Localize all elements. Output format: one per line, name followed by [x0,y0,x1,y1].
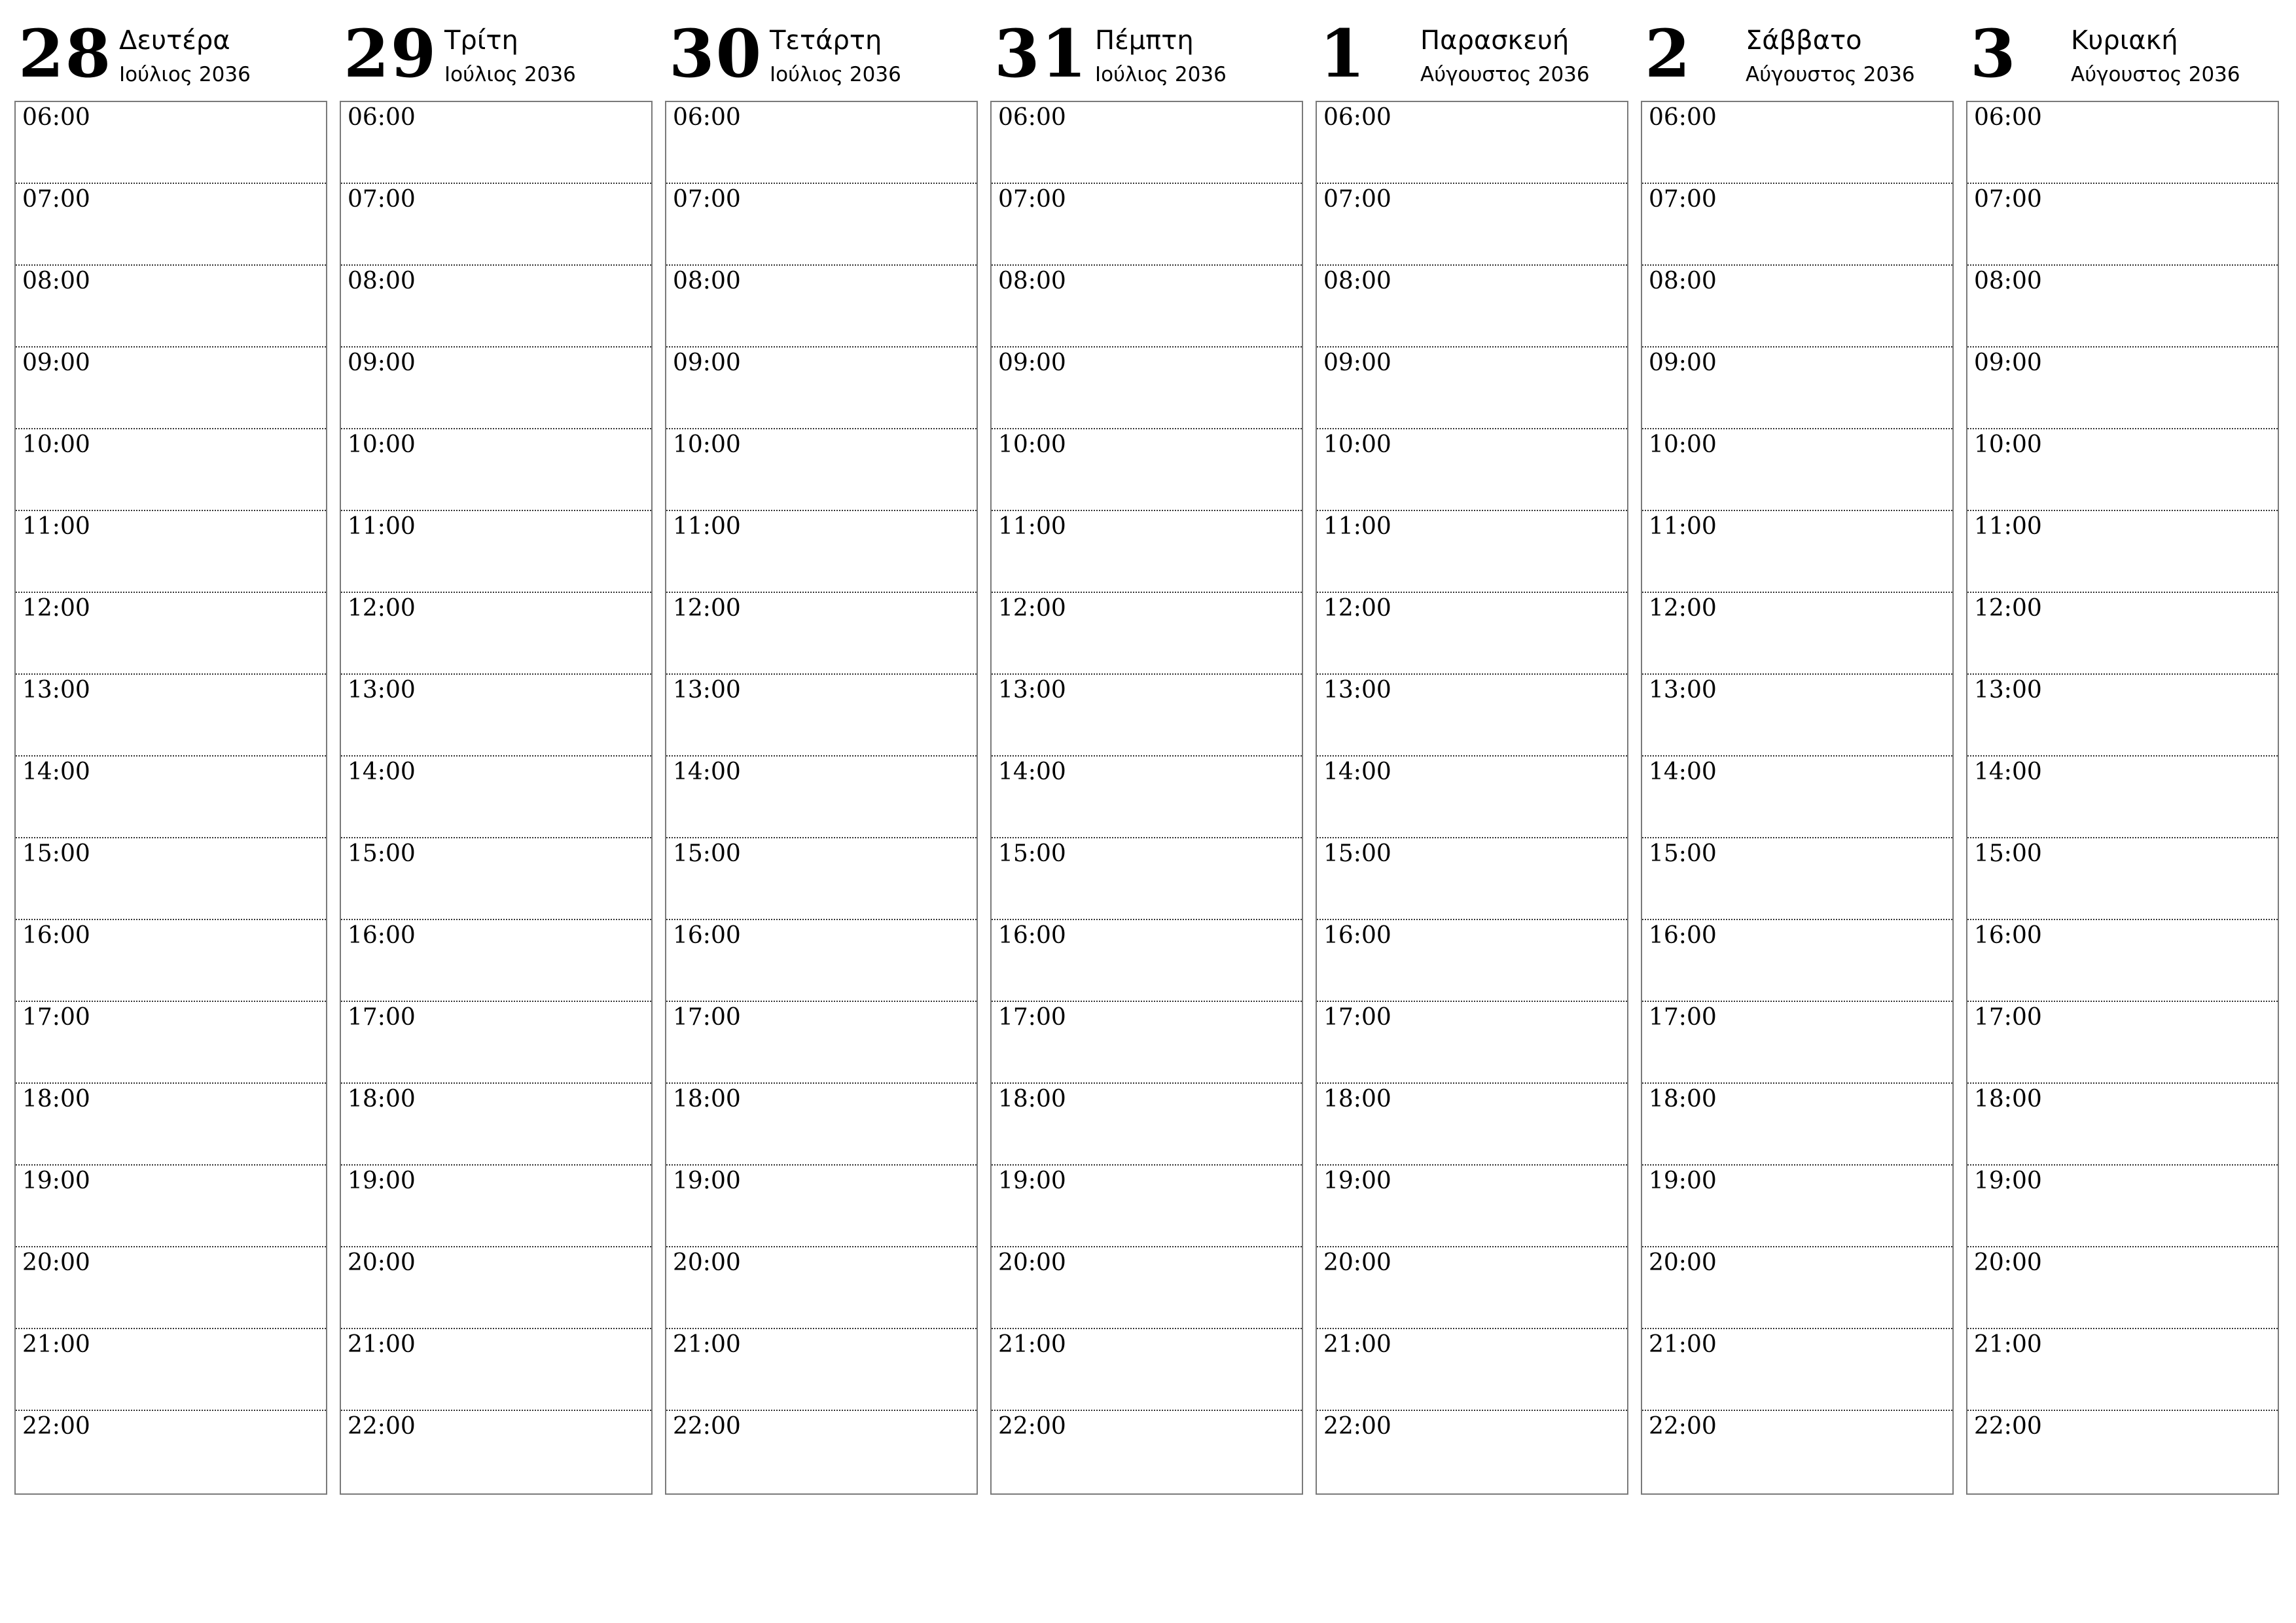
time-slot[interactable] [16,1411,326,1493]
day-header [340,0,653,98]
time-slot-label: 15:00 [1323,840,1391,867]
time-slot[interactable] [341,757,651,838]
time-slot[interactable] [16,1002,326,1084]
time-slot-label: 22:00 [998,1413,1066,1440]
time-slot[interactable] [1317,1084,1627,1166]
time-slot-label: 13:00 [1323,677,1391,704]
time-slot-label: 10:00 [1649,431,1717,458]
time-slot-label: 11:00 [673,513,741,540]
time-slot[interactable] [1642,1329,1952,1411]
day-schedule-box[interactable] [665,101,978,1495]
day-header [14,0,327,98]
time-slot[interactable] [1317,266,1627,348]
time-slot[interactable] [16,184,326,266]
day-column [1316,0,1628,1499]
weekday-name: Σάββατο [1746,26,1862,56]
time-slot-label: 13:00 [22,677,90,704]
time-slot[interactable] [666,675,977,757]
time-slot-label: 18:00 [1323,1086,1391,1113]
time-slot-label: 12:00 [673,595,741,622]
time-slot[interactable] [992,838,1302,920]
time-slot[interactable] [1642,1247,1952,1329]
day-header [665,0,978,98]
time-slot-label: 14:00 [22,758,90,785]
time-slot[interactable] [341,266,651,348]
time-slot[interactable] [1642,1411,1952,1493]
time-slot-label: 19:00 [673,1168,741,1194]
time-slot[interactable] [666,1166,977,1247]
month-year: Ιούλιος 2036 [444,63,576,86]
time-slot-label: 07:00 [998,186,1066,213]
time-slot-label: 06:00 [348,104,416,131]
time-slot-label: 16:00 [1974,922,2042,949]
time-slot-label: 07:00 [1323,186,1391,213]
day-schedule-box[interactable] [1641,101,1954,1495]
time-slot[interactable] [1642,675,1952,757]
time-slot[interactable] [1967,429,2278,511]
time-slot[interactable] [1967,757,2278,838]
time-slot-label: 09:00 [348,349,416,376]
time-slot-label: 14:00 [673,758,741,785]
time-slot-label: 06:00 [1974,104,2042,131]
time-slot[interactable] [1967,1247,2278,1329]
time-slot[interactable] [666,1084,977,1166]
time-slot[interactable] [1642,1002,1952,1084]
time-slot-label: 13:00 [673,677,741,704]
month-year: Αύγουστος 2036 [1746,63,1915,86]
time-slot[interactable] [666,1411,977,1493]
time-slot-label: 10:00 [1974,431,2042,458]
time-slot-label: 15:00 [348,840,416,867]
time-slot[interactable] [992,511,1302,593]
time-slot[interactable] [666,266,977,348]
time-slot[interactable] [341,429,651,511]
time-slot-label: 20:00 [1974,1249,2042,1276]
time-slot-label: 06:00 [1649,104,1717,131]
time-slot-label: 18:00 [673,1086,741,1113]
time-slot-label: 20:00 [22,1249,90,1276]
time-slot-label: 11:00 [22,513,90,540]
day-number: 2 [1645,15,1692,92]
time-slot[interactable] [16,1247,326,1329]
day-header [1316,0,1628,98]
time-slot-label: 22:00 [673,1413,741,1440]
time-slot-label: 17:00 [1323,1004,1391,1031]
time-slot[interactable] [1967,920,2278,1002]
time-slot[interactable] [16,348,326,429]
time-slot-label: 09:00 [1974,349,2042,376]
time-slot[interactable] [341,184,651,266]
weekday-name: Παρασκευή [1420,26,1570,56]
time-slot-label: 14:00 [998,758,1066,785]
time-slot[interactable] [992,102,1302,184]
time-slot[interactable] [16,838,326,920]
time-slot[interactable] [341,511,651,593]
month-year: Αύγουστος 2036 [2071,63,2240,86]
time-slot[interactable] [341,1166,651,1247]
day-number: 31 [994,15,1088,92]
time-slot[interactable] [341,348,651,429]
time-slot-label: 07:00 [1974,186,2042,213]
time-slot[interactable] [1642,838,1952,920]
time-slot-label: 15:00 [22,840,90,867]
weekday-name: Τρίτη [444,26,518,56]
time-slot[interactable] [1317,1411,1627,1493]
time-slot-label: 19:00 [998,1168,1066,1194]
time-slot-label: 08:00 [1323,268,1391,294]
time-slot[interactable] [992,1166,1302,1247]
time-slot-label: 16:00 [1323,922,1391,949]
time-slot-label: 17:00 [22,1004,90,1031]
time-slot[interactable] [1967,1002,2278,1084]
time-slot-label: 15:00 [998,840,1066,867]
time-slot[interactable] [666,920,977,1002]
time-slot-label: 06:00 [673,104,741,131]
time-slot-label: 09:00 [673,349,741,376]
day-schedule-box[interactable] [1316,101,1628,1495]
time-slot-label: 12:00 [1974,595,2042,622]
time-slot-label: 20:00 [1649,1249,1717,1276]
time-slot-label: 12:00 [1649,595,1717,622]
time-slot-label: 10:00 [998,431,1066,458]
time-slot[interactable] [16,757,326,838]
time-slot-label: 15:00 [1649,840,1717,867]
time-slot[interactable] [1317,757,1627,838]
time-slot-label: 13:00 [1649,677,1717,704]
time-slot-label: 07:00 [1649,186,1717,213]
time-slot[interactable] [992,675,1302,757]
time-slot[interactable] [341,920,651,1002]
day-number: 30 [669,15,763,92]
time-slot[interactable] [16,511,326,593]
time-slot[interactable] [1642,1166,1952,1247]
time-slot[interactable] [16,675,326,757]
day-number: 3 [1970,15,2017,92]
time-slot-label: 10:00 [348,431,416,458]
time-slot[interactable] [341,1084,651,1166]
day-column [340,0,653,1499]
time-slot-label: 12:00 [22,595,90,622]
time-slot[interactable] [16,266,326,348]
time-slot-label: 21:00 [22,1331,90,1358]
day-column [14,0,327,1499]
time-slot[interactable] [16,920,326,1002]
time-slot[interactable] [666,593,977,675]
time-slot-label: 10:00 [673,431,741,458]
time-slot[interactable] [1317,1247,1627,1329]
time-slot[interactable] [992,429,1302,511]
time-slot-label: 17:00 [998,1004,1066,1031]
time-slot[interactable] [1967,593,2278,675]
day-number: 28 [18,15,113,92]
day-number: 1 [1319,15,1367,92]
time-slot-label: 19:00 [1323,1168,1391,1194]
time-slot[interactable] [666,102,977,184]
time-slot-label: 21:00 [348,1331,416,1358]
time-slot[interactable] [16,1166,326,1247]
time-slot-label: 07:00 [673,186,741,213]
time-slot-label: 08:00 [998,268,1066,294]
time-slot-label: 17:00 [1974,1004,2042,1031]
time-slot-label: 09:00 [1323,349,1391,376]
month-year: Ιούλιος 2036 [770,63,901,86]
time-slot-label: 17:00 [348,1004,416,1031]
time-slot-label: 12:00 [998,595,1066,622]
time-slot-label: 21:00 [1323,1331,1391,1358]
time-slot-label: 09:00 [22,349,90,376]
time-slot-label: 14:00 [1974,758,2042,785]
time-slot[interactable] [341,838,651,920]
time-slot-label: 18:00 [998,1086,1066,1113]
time-slot[interactable] [992,1084,1302,1166]
time-slot-label: 11:00 [1323,513,1391,540]
time-slot-label: 21:00 [1974,1331,2042,1358]
time-slot-label: 13:00 [348,677,416,704]
time-slot[interactable] [992,593,1302,675]
day-header [1966,0,2279,98]
time-slot-label: 08:00 [22,268,90,294]
weekday-name: Τετάρτη [770,26,882,56]
time-slot-label: 15:00 [673,840,741,867]
time-slot[interactable] [992,1329,1302,1411]
time-slot-label: 16:00 [1649,922,1717,949]
time-slot-label: 08:00 [1974,268,2042,294]
time-slot[interactable] [1642,266,1952,348]
weekday-name: Κυριακή [2071,26,2178,56]
time-slot[interactable] [1642,102,1952,184]
time-slot-label: 21:00 [998,1331,1066,1358]
time-slot-label: 09:00 [1649,349,1717,376]
time-slot[interactable] [1967,266,2278,348]
time-slot[interactable] [1967,675,2278,757]
time-slot[interactable] [1642,429,1952,511]
time-slot[interactable] [1642,511,1952,593]
month-year: Ιούλιος 2036 [119,63,251,86]
time-slot-label: 19:00 [22,1168,90,1194]
time-slot-label: 13:00 [1974,677,2042,704]
time-slot[interactable] [341,1329,651,1411]
time-slot[interactable] [666,184,977,266]
time-slot-label: 11:00 [348,513,416,540]
time-slot-label: 22:00 [1974,1413,2042,1440]
time-slot[interactable] [1317,511,1627,593]
time-slot[interactable] [16,1084,326,1166]
time-slot-label: 11:00 [998,513,1066,540]
weekday-name: Δευτέρα [119,26,230,56]
time-slot[interactable] [1317,675,1627,757]
time-slot[interactable] [1642,593,1952,675]
time-slot[interactable] [1967,1329,2278,1411]
time-slot[interactable] [1967,1084,2278,1166]
time-slot-label: 17:00 [1649,1004,1717,1031]
time-slot-label: 17:00 [673,1004,741,1031]
time-slot-label: 10:00 [22,431,90,458]
time-slot[interactable] [1317,184,1627,266]
day-column [1641,0,1954,1499]
time-slot-label: 21:00 [673,1331,741,1358]
time-slot[interactable] [1642,184,1952,266]
time-slot-label: 16:00 [22,922,90,949]
time-slot-label: 18:00 [348,1086,416,1113]
time-slot-label: 06:00 [22,104,90,131]
time-slot-label: 18:00 [22,1086,90,1113]
day-schedule-box[interactable] [14,101,327,1495]
day-schedule-box[interactable] [340,101,653,1495]
time-slot[interactable] [1317,593,1627,675]
time-slot-label: 20:00 [348,1249,416,1276]
time-slot[interactable] [666,348,977,429]
time-slot-label: 19:00 [348,1168,416,1194]
time-slot-label: 16:00 [348,922,416,949]
time-slot[interactable] [1967,838,2278,920]
time-slot-label: 06:00 [998,104,1066,131]
time-slot[interactable] [16,1329,326,1411]
time-slot[interactable] [666,1002,977,1084]
time-slot[interactable] [341,675,651,757]
time-slot[interactable] [1317,348,1627,429]
time-slot-label: 22:00 [348,1413,416,1440]
time-slot-label: 08:00 [348,268,416,294]
time-slot[interactable] [16,593,326,675]
weekly-planner [14,0,2289,1499]
time-slot-label: 10:00 [1323,431,1391,458]
time-slot-label: 06:00 [1323,104,1391,131]
time-slot-label: 22:00 [1649,1413,1717,1440]
time-slot[interactable] [992,757,1302,838]
time-slot[interactable] [1967,1411,2278,1493]
time-slot-label: 18:00 [1649,1086,1717,1113]
time-slot[interactable] [1642,1084,1952,1166]
time-slot-label: 11:00 [1974,513,2042,540]
time-slot[interactable] [992,184,1302,266]
time-slot[interactable] [1317,838,1627,920]
time-slot[interactable] [341,1411,651,1493]
weekday-name: Πέμπτη [1095,26,1194,56]
time-slot-label: 18:00 [1974,1086,2042,1113]
time-slot-label: 07:00 [348,186,416,213]
time-slot-label: 16:00 [998,922,1066,949]
time-slot-label: 20:00 [1323,1249,1391,1276]
time-slot[interactable] [341,1002,651,1084]
time-slot-label: 08:00 [1649,268,1717,294]
day-header [990,0,1303,98]
day-column [990,0,1303,1499]
time-slot-label: 08:00 [673,268,741,294]
day-column [1966,0,2279,1499]
time-slot[interactable] [1317,102,1627,184]
time-slot[interactable] [1642,757,1952,838]
time-slot-label: 11:00 [1649,513,1717,540]
time-slot[interactable] [992,266,1302,348]
time-slot-label: 20:00 [998,1249,1066,1276]
time-slot[interactable] [341,1247,651,1329]
time-slot[interactable] [1317,429,1627,511]
time-slot[interactable] [1967,511,2278,593]
time-slot[interactable] [1967,184,2278,266]
time-slot[interactable] [1317,1329,1627,1411]
time-slot[interactable] [16,102,326,184]
time-slot-label: 12:00 [1323,595,1391,622]
time-slot[interactable] [1642,920,1952,1002]
time-slot-label: 22:00 [22,1413,90,1440]
time-slot-label: 14:00 [1649,758,1717,785]
time-slot-label: 14:00 [348,758,416,785]
time-slot-label: 20:00 [673,1249,741,1276]
time-slot[interactable] [992,920,1302,1002]
time-slot-label: 21:00 [1649,1331,1717,1358]
day-schedule-box[interactable] [990,101,1303,1495]
time-slot[interactable] [1967,1166,2278,1247]
time-slot-label: 16:00 [673,922,741,949]
time-slot[interactable] [1642,348,1952,429]
time-slot-label: 22:00 [1323,1413,1391,1440]
time-slot[interactable] [1317,1166,1627,1247]
month-year: Ιούλιος 2036 [1095,63,1227,86]
day-header [1641,0,1954,98]
time-slot[interactable] [666,757,977,838]
time-slot[interactable] [341,593,651,675]
time-slot-label: 14:00 [1323,758,1391,785]
time-slot-label: 15:00 [1974,840,2042,867]
time-slot[interactable] [666,838,977,920]
time-slot[interactable] [992,1411,1302,1493]
time-slot-label: 12:00 [348,595,416,622]
time-slot[interactable] [666,429,977,511]
time-slot[interactable] [666,1329,977,1411]
time-slot-label: 13:00 [998,677,1066,704]
time-slot[interactable] [992,348,1302,429]
time-slot[interactable] [1967,102,2278,184]
time-slot-label: 19:00 [1649,1168,1717,1194]
time-slot[interactable] [1967,348,2278,429]
time-slot-label: 07:00 [22,186,90,213]
time-slot[interactable] [341,102,651,184]
day-column [665,0,978,1499]
time-slot-label: 19:00 [1974,1168,2042,1194]
time-slot[interactable] [16,429,326,511]
time-slot[interactable] [1317,1002,1627,1084]
time-slot[interactable] [992,1002,1302,1084]
month-year: Αύγουστος 2036 [1420,63,1590,86]
time-slot[interactable] [1317,920,1627,1002]
time-slot[interactable] [992,1247,1302,1329]
day-schedule-box[interactable] [1966,101,2279,1495]
time-slot-label: 09:00 [998,349,1066,376]
time-slot[interactable] [666,1247,977,1329]
time-slot[interactable] [666,511,977,593]
day-number: 29 [344,15,438,92]
